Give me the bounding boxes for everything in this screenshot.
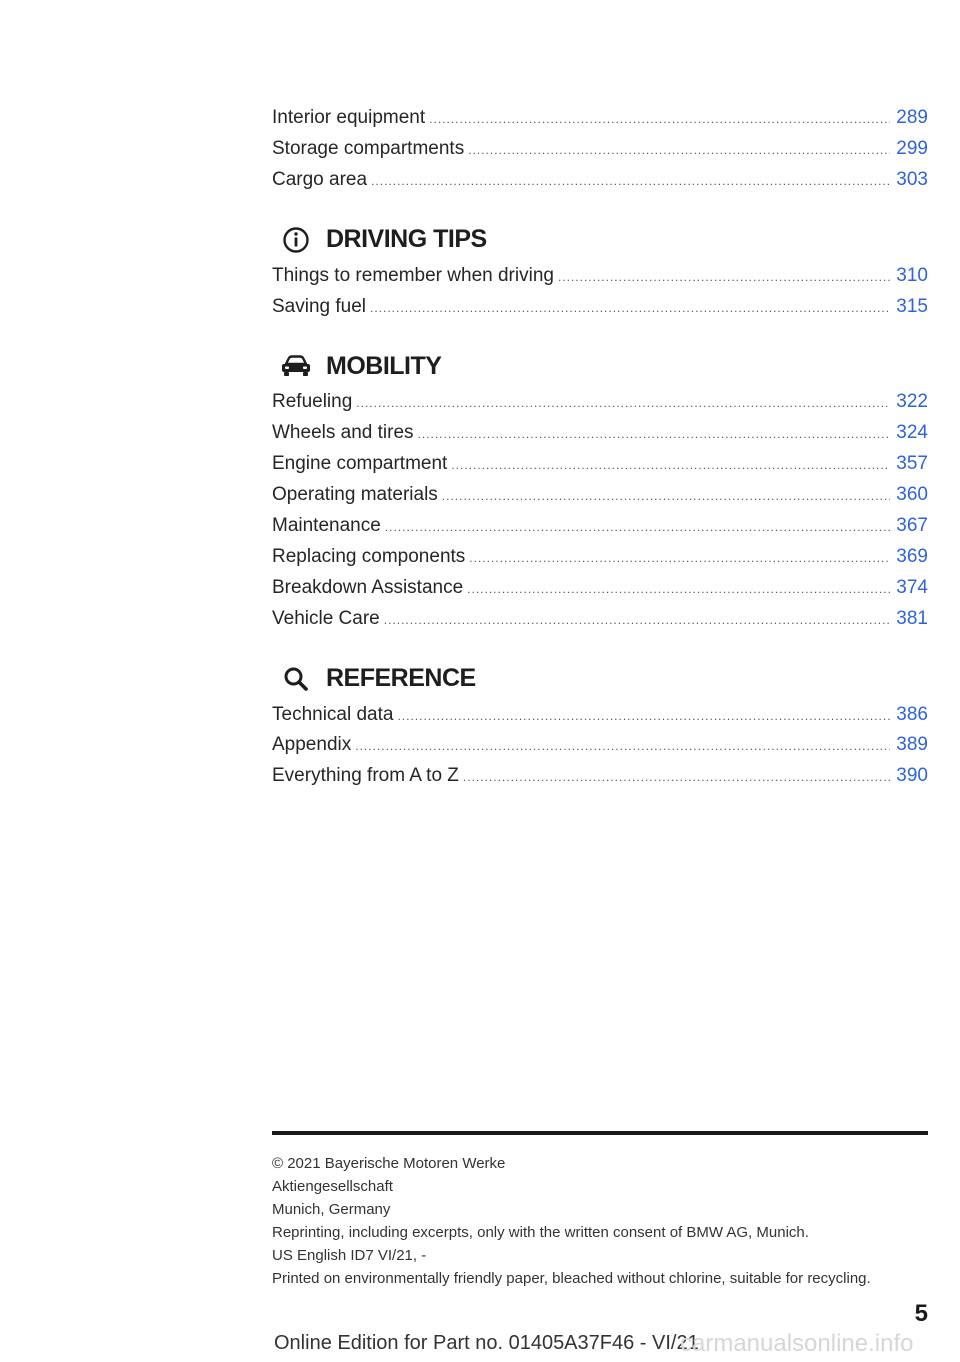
toc-entry[interactable] [272, 700, 928, 731]
imprint-line: © 2021 Bayerische Motoren Werke [272, 1155, 506, 1172]
toc-entry[interactable] [272, 292, 928, 323]
toc-entry-page-link[interactable]: 322 [896, 391, 928, 413]
toc-entry-title: Everything from A to Z [272, 765, 459, 787]
toc-entry-page-link[interactable]: 324 [896, 422, 928, 444]
section-heading-text: REFERENCE [326, 664, 476, 693]
dot-leader [385, 512, 891, 543]
toc-entry-page-link[interactable]: 315 [896, 295, 928, 317]
dot-leader [355, 731, 890, 762]
toc-entry[interactable] [272, 134, 928, 165]
dot-leader [467, 574, 890, 605]
section-heading-reference [272, 662, 928, 696]
dot-leader [356, 388, 890, 419]
dot-leader [371, 166, 890, 197]
toc-entry-page-link[interactable]: 389 [896, 734, 928, 756]
footer-divider [272, 1131, 928, 1135]
toc-entry-page-link[interactable]: 367 [896, 515, 928, 537]
dot-leader [370, 293, 890, 324]
toc-entry-title: Replacing components [272, 545, 466, 567]
toc-entry-page-link[interactable]: 289 [896, 107, 928, 128]
toc-entry-title: Interior equipment [272, 107, 426, 128]
toc-entry[interactable] [272, 103, 928, 134]
imprint-line: US English ID7 VI/21, - [272, 1247, 427, 1264]
page-number: 5 [914, 1300, 928, 1327]
toc-entry-page-link[interactable]: 360 [896, 484, 928, 506]
imprint-line: Printed on environmentally friendly paper, bleached without chlorine, suitable for recycling. [272, 1270, 871, 1287]
dot-leader [463, 762, 890, 793]
toc-entry[interactable] [272, 730, 928, 761]
toc-entry[interactable] [272, 573, 928, 604]
toc-entry[interactable] [272, 418, 928, 449]
toc-entry-title: Engine compartment [272, 453, 448, 475]
dot-leader [384, 605, 891, 636]
toc-entry-title: Cargo area [272, 168, 368, 190]
online-edition-label: Online Edition for Part no. 01405A37F46 - VI/21 [274, 1332, 699, 1354]
imprint-footer [272, 1131, 928, 1290]
dot-leader [468, 135, 890, 166]
imprint-line: Munich, Germany [272, 1201, 391, 1218]
toc-entry[interactable] [272, 604, 928, 635]
toc-entry-title: Appendix [272, 734, 352, 756]
toc-entry[interactable] [272, 480, 928, 511]
dot-leader [558, 262, 890, 293]
toc-entry-title: Refueling [272, 391, 353, 413]
toc-entry-page-link[interactable]: 386 [896, 703, 928, 725]
toc-entry[interactable] [272, 542, 928, 573]
section-heading-mobility [272, 349, 928, 383]
toc-entry-title: Storage compartments [272, 137, 465, 159]
toc-entry-title: Things to remember when driving [272, 264, 554, 286]
search-icon [276, 664, 316, 694]
toc-entry-title: Maintenance [272, 515, 381, 537]
section-heading-driving-tips [272, 223, 928, 257]
dot-leader [429, 104, 890, 135]
toc-entry[interactable] [272, 165, 928, 196]
toc-entry-page-link[interactable]: 374 [896, 576, 928, 598]
imprint-line: Aktiengesellschaft [272, 1178, 393, 1195]
dot-leader [397, 701, 890, 732]
toc-entry-page-link[interactable]: 390 [896, 765, 928, 787]
section-heading-text: MOBILITY [326, 351, 442, 380]
section-heading-text: DRIVING TIPS [326, 225, 487, 254]
toc-entry[interactable] [272, 511, 928, 542]
toc-entry-page-link[interactable]: 381 [896, 607, 928, 629]
toc-entry[interactable] [272, 761, 928, 792]
toc-entry-page-link[interactable]: 310 [896, 264, 928, 286]
dot-leader [451, 450, 890, 481]
toc-entry-title: Technical data [272, 703, 394, 725]
toc-entry-title: Wheels and tires [272, 422, 414, 444]
toc-entry-page-link[interactable]: 357 [896, 453, 928, 475]
toc-entry-title: Breakdown Assistance [272, 576, 464, 598]
toc-entry-page-link[interactable]: 303 [896, 168, 928, 190]
table-of-contents [272, 103, 928, 792]
toc-entry-page-link[interactable]: 369 [896, 545, 928, 567]
toc-entry-title: Operating materials [272, 484, 438, 506]
toc-entry[interactable] [272, 261, 928, 292]
toc-group-top [272, 103, 928, 196]
toc-entry-title: Vehicle Care [272, 607, 380, 629]
car-icon [276, 351, 316, 381]
dot-leader [418, 419, 891, 450]
toc-entry[interactable] [272, 387, 928, 418]
info-icon [276, 225, 316, 255]
imprint-line: Reprinting, including excerpts, only with the written consent of BMW AG, Munich. [272, 1224, 809, 1241]
toc-entry[interactable] [272, 449, 928, 480]
dot-leader [442, 481, 891, 512]
toc-entry-title: Saving fuel [272, 295, 367, 317]
watermark: carmanualsonline.info [680, 1330, 914, 1357]
toc-entry-page-link[interactable]: 299 [896, 137, 928, 159]
dot-leader [469, 543, 890, 574]
